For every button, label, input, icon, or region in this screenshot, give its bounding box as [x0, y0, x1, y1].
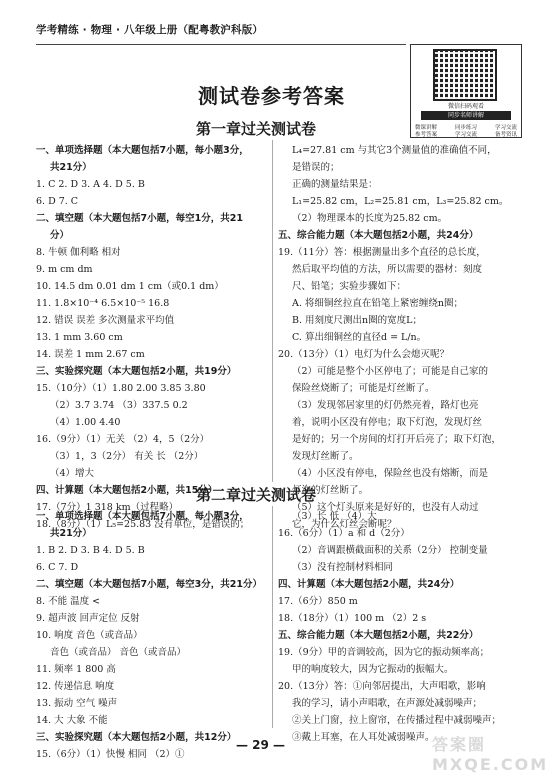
series-header: 学考精练 · 物理 · 八年级上册（配粤教沪科版）: [36, 24, 264, 36]
answer-line: ③戴上耳塞，在人耳处减弱噪声。: [292, 732, 435, 743]
answer-line: 17.（6分）850 m: [278, 596, 358, 607]
answer-line: 20.（13分）答：①向邻居提出，大声唱歌，影响: [278, 681, 486, 692]
chapter2-right-column: [278, 508, 520, 746]
answer-line: 1. C 2. D 3. A 4. D 5. B: [36, 179, 145, 190]
answer-line: 13. 1 mm 3.60 cm: [36, 332, 123, 343]
answer-line: （2）可能是整个小区停电了；可能是自己家的: [292, 366, 489, 377]
answer-line: 保险丝烧断了；可能是灯丝断了。: [292, 383, 435, 394]
answer-line: 11. 1.8×10⁻⁴ 6.5×10⁻⁵ 16.8: [36, 298, 170, 309]
answer-line: 19.（9分）甲的音调较高，因为它的振动频率高；: [278, 647, 490, 658]
answer-line: 分）: [50, 230, 70, 241]
qr-feature: 学习交流: [494, 125, 517, 131]
answer-line: 正确的测量结果是：: [292, 179, 378, 190]
answer-line: 四、计算题（本大题包括2小题，共15分）: [36, 485, 218, 496]
answer-line: 一、单项选择题（本大题包括7小题，每小题3分，: [36, 145, 249, 156]
chapter1-title: 第一章过关测试卷: [196, 120, 317, 138]
answer-line: 19.（11分）答：根据测量出多个直径的总长度，: [278, 247, 486, 258]
column-divider-1: [272, 140, 273, 482]
answer-line: 20.（13分）（1）电灯为什么会熄灭呢？: [278, 349, 449, 360]
page-title: 测试卷参考答案: [198, 84, 345, 108]
answer-line: 12. 传递信息 响度: [36, 681, 115, 692]
answer-line: 13. 振动 空气 噪声: [36, 698, 118, 709]
answer-line: 14. 误差 1 mm 2.67 cm: [36, 349, 145, 360]
answer-line: 18.（18分）（1）100 m （2）2 s: [278, 613, 427, 624]
answer-line: 共21分）: [50, 162, 92, 173]
answer-line: （3）没有控制材料相同: [292, 562, 394, 573]
answer-line: 9. 超声波 回声定位 反射: [36, 613, 140, 624]
answer-line: 1. B 2. D 3. B 4. D 5. B: [36, 545, 145, 556]
answer-line: 14. 大 大象 不能: [36, 715, 108, 726]
answer-line: A. 将细铜丝拉直在铅笔上紧密缠绕n圈；: [292, 298, 464, 309]
answer-line: 二、填空题（本大题包括7小题，每空1分，共21: [36, 213, 243, 224]
chapter1-right-column: [278, 142, 520, 533]
answer-line: 五、综合能力题（本大题包括2小题，共22分）: [278, 630, 479, 641]
watermark-logo: 答案圈 MXQE.COM: [432, 735, 549, 774]
chapter1-left-column: [36, 142, 268, 533]
chapter2-title: 第二章过关测试卷: [196, 486, 317, 504]
answer-line: 音色（或音品） 音色（或音品）: [50, 647, 187, 658]
answer-line: 是错误的；: [292, 162, 340, 173]
answer-line: B. 用刻度尺测出n圈的宽度L；: [292, 315, 422, 326]
answer-line: 8. 不能 温度 <: [36, 596, 101, 607]
answer-line: 10. 14.5 dm 0.01 dm 1 cm（或0.1 dm）: [36, 281, 224, 292]
answer-line: （4）增大: [50, 468, 95, 479]
answer-line: （5）这个灯头原来是好好的，也没有人动过: [292, 502, 479, 513]
answer-line: 发现灯丝断了。: [292, 451, 359, 462]
qr-feature: 学习交流: [454, 132, 477, 138]
answer-line: （2）音调跟横截面积的关系（2分） 控制变量: [292, 545, 488, 556]
answer-line: 尺、铅笔；实验步骤如下：: [292, 281, 407, 292]
page-number: — 29 —: [236, 738, 286, 752]
answer-line: 灯泡的灯丝断了。: [292, 485, 369, 496]
answer-line: 三、实验探究题（本大题包括2小题，共12分）: [36, 732, 237, 743]
answer-line: C. 算出细铜丝的直径d = L/n。: [292, 332, 427, 343]
answer-line: 然后取平均值的方法，所以需要的器材：刻度: [292, 264, 483, 275]
answer-line: 三、实验探究题（本大题包括2小题，共19分）: [36, 366, 237, 377]
answer-line: 五、综合能力题（本大题包括2小题，共24分）: [278, 230, 479, 241]
answer-line: 着，说明小区没有停电；取下灯泡，发现灯丝: [292, 417, 483, 428]
answer-line: 一、单项选择题（本大题包括7小题，每小题3分，: [36, 511, 249, 522]
qr-feature: 微课讲解: [415, 125, 438, 131]
answer-line: 它，为什么灯丝会断呢？: [292, 519, 397, 530]
answer-line: （2）3.7 3.74 （3）337.5 0.2: [50, 400, 188, 411]
answer-line: （4）小区没有停电，保险丝也没有熔断，而是: [292, 468, 489, 479]
qr-feature: 参考答案: [415, 132, 438, 138]
answer-line: 我的学习，请小声唱歌，在声源处减弱噪声；: [292, 698, 483, 709]
answer-line: ②关上门窗，拉上窗帘，在传播过程中减弱噪声；: [292, 715, 502, 726]
qr-caption: 微信扫码观看: [447, 103, 484, 110]
answer-line: 18.（8分）（1）L₅=25.83 没有单位，是错误的；: [36, 519, 250, 530]
answer-line: （3）1，3（2分） 有关 长 （2分）: [50, 451, 204, 462]
answer-line: 17.（7分）1 318 km（过程略）: [36, 502, 179, 513]
answer-line: （2）物理课本的长度为25.82 cm。: [292, 213, 448, 224]
answer-line: 甲的响度较大，因为它振动的振幅大。: [292, 664, 454, 675]
answer-line: 16.（6分）（1）a 和 d（2分）: [278, 528, 410, 539]
answer-line: （4）1.00 4.40: [50, 417, 121, 428]
qr-feature: 备考资讯: [494, 132, 517, 138]
answer-line: 15.（6分）（1）快慢 相同 （2）①: [36, 749, 185, 760]
answer-line: 四、计算题（本大题包括2小题，共24分）: [278, 579, 460, 590]
answer-line: 是好的；另一个房间的灯打开后亮了；取下灯泡，: [292, 434, 502, 445]
answer-line: 9. m cm dm: [36, 264, 93, 275]
qr-feature: 同步练习: [454, 125, 477, 131]
qr-band: 同步名师讲解: [421, 111, 511, 120]
answer-line: 6. D 7. C: [36, 196, 79, 207]
answer-line: 共21分）: [50, 528, 92, 539]
answer-line: 8. 牛顿 伽利略 相对: [36, 247, 121, 258]
qr-code-icon: [433, 49, 497, 101]
header-rule: [36, 44, 406, 45]
answer-line: L₁=25.82 cm，L₂=25.81 cm，L₃=25.82 cm。: [292, 196, 509, 207]
qr-code-panel: [410, 44, 522, 138]
answer-line: 12. 错误 误差 多次测量求平均值: [36, 315, 175, 326]
answer-line: L₄=27.81 cm 与其它3个测量值的准确值不同，: [292, 145, 497, 156]
chapter2-left-column: [36, 508, 268, 763]
qr-features-row-2: [415, 130, 517, 138]
answer-line: 10. 响度 音色（或音品）: [36, 630, 143, 641]
answer-line: 6. C 7. D: [36, 562, 79, 573]
answer-line: 11. 频率 1 800 高: [36, 664, 116, 675]
column-divider-2: [272, 506, 273, 728]
answer-line: （3）长 低 （4）大: [292, 511, 377, 522]
answer-line: 16.（9分）（1）无关 （2）4，5（2分）: [36, 434, 210, 445]
answer-line: 15.（10分）（1）1.80 2.00 3.85 3.80: [36, 383, 206, 394]
answer-line: （3）发现邻居家里的灯仍然亮着，路灯也亮: [292, 400, 479, 411]
answer-line: 二、填空题（本大题包括7小题，每空3分，共21分）: [36, 579, 262, 590]
